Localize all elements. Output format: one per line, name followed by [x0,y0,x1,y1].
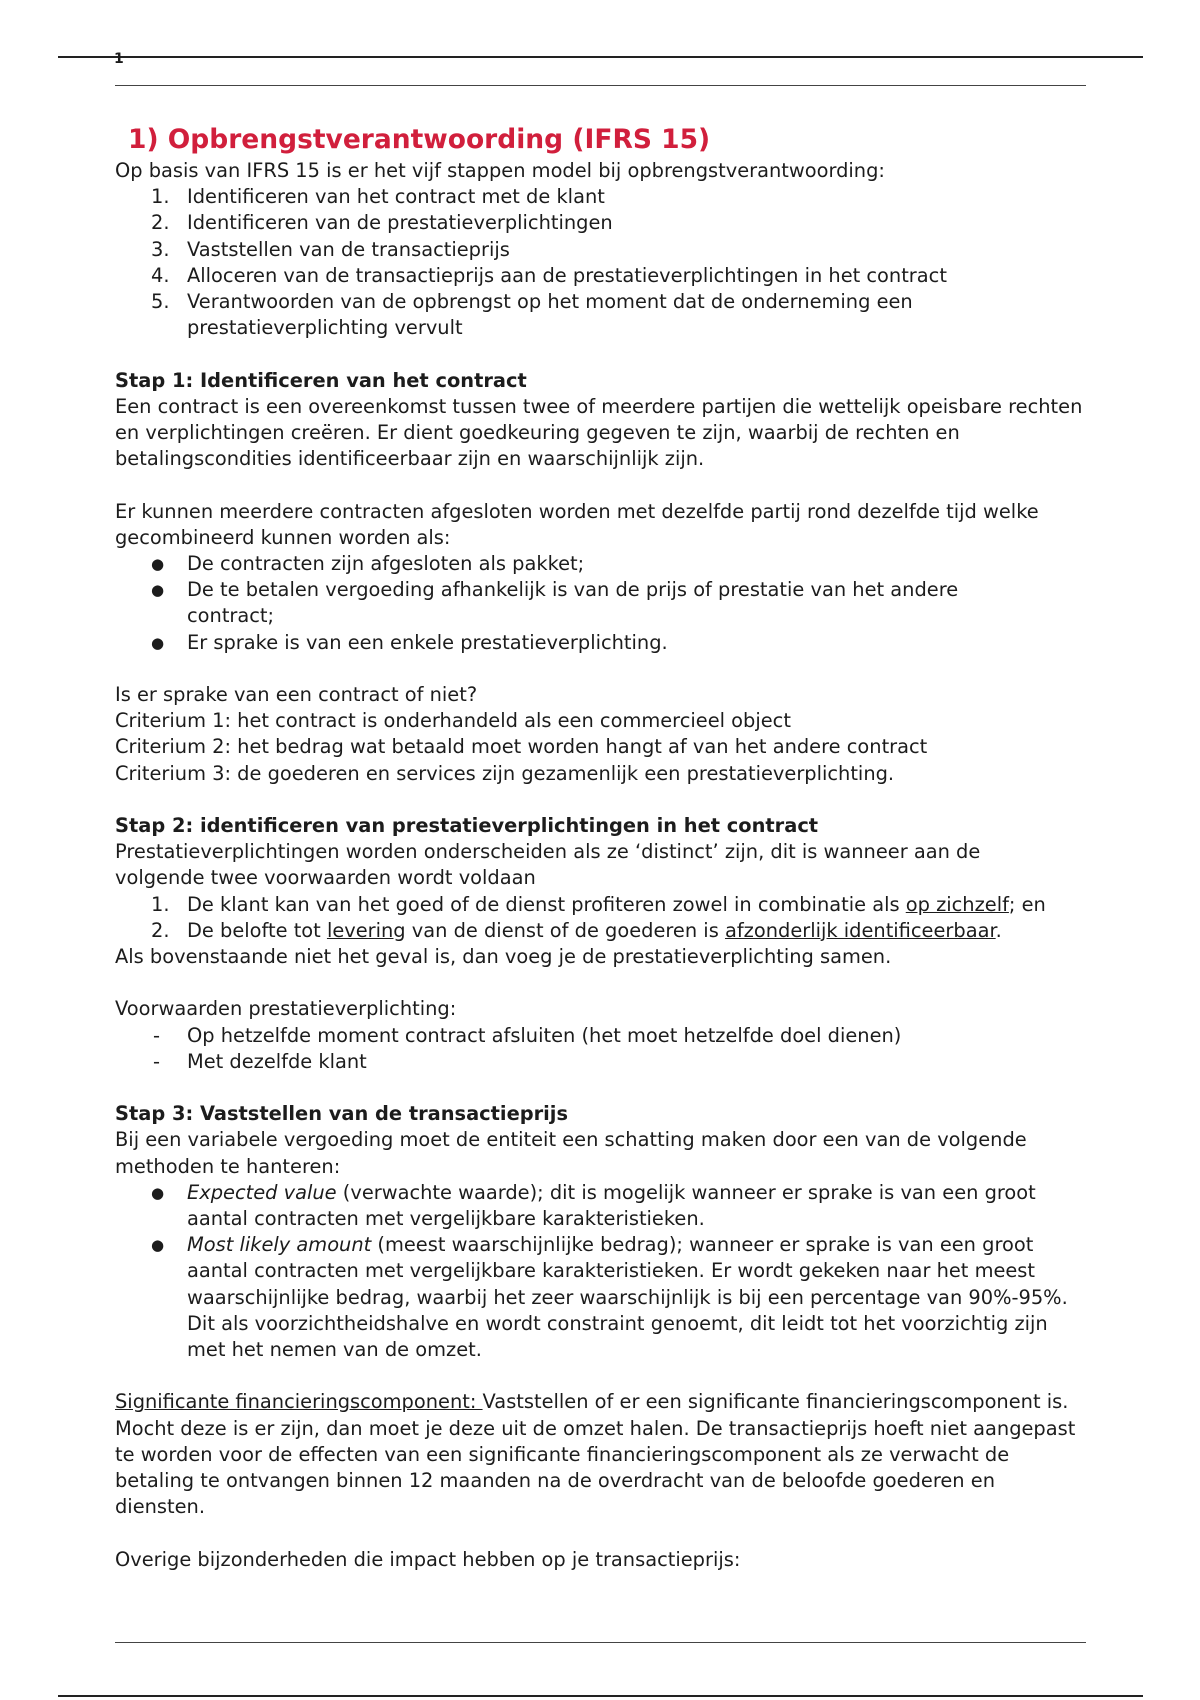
stap2-paragraph: Prestatieverplichtingen worden onderscheiden als ze ‘distinct’ zijn, dit is wanneer aan de volgende twee voorwaarden wordt voldaan [115,840,981,890]
page-number: 1 [114,51,124,67]
stap3-paragraph: Bij een variabele vergoeding moet de entiteit een schatting maken door een van de volgende methoden te hanteren: [115,1128,1027,1178]
header-rule [115,85,1086,86]
list-item: ● Er sprake is van een enkele prestatieverplichting. [151,630,668,654]
list-item: 5. Verantwoorden van de opbrengst op het moment dat de onderneming een prestatieverplichting vervult [151,290,913,340]
list-item: ● De contracten zijn afgesloten als pakket; [151,552,585,576]
distinct-conditions [115,892,1090,944]
criterium-2: Criterium 2: het bedrag wat betaald moet worden hangt af van het andere contract [115,735,928,759]
contract-bullets [115,551,1090,656]
list-item: ● Most likely amount (meest waarschijnlijke bedrag); wanneer er sprake is van een groot aantal contracten met vergelijkbare karakteristieken. Er wordt gekeken naar het meest waarschijnlijke bedrag, waarbij het zeer waarschijnlijk is bij een percentage van 90%-95%. Dit als voorzichtheidshalve en wordt constraint genoemt, dit leidt tot het voorzichtig zijn met het nemen van de omzet. [151,1233,1068,1362]
list-item: 1. De klant kan van het goed of de dienst profiteren zowel in combinatie als op zichzelf; en [151,892,1046,916]
page-bottom-border [58,1695,1143,1697]
voorwaarden-list [115,1023,1090,1075]
criterium-1: Criterium 1: het contract is onderhandeld als een commercieel object [115,709,791,733]
stap1-paragraph: Een contract is een overeenkomst tussen twee of meerdere partijen die wettelijk opeisbare rechten en verplichtingen creëren. Er dient goedkeuring gegeven te zijn, waarbij de rechten en betalingscondities identificeerbaar zijn en waarschijnlijk zijn. [115,394,1083,471]
footer-rule [115,1642,1086,1643]
stap1-paragraph-2: Er kunnen meerdere contracten afgesloten worden met dezelfde partij rond dezelfde tijd welke gecombineerd kunnen worden als: [115,499,1039,549]
list-item: 2. Identificeren van de prestatieverplichtingen [151,211,613,235]
contract-question: Is er sprake van een contract of niet? [115,683,478,707]
criterium-3: Criterium 3: de goederen en services zijn gezamenlijk een prestatieverplichting. [115,761,895,785]
section-title: 1) Opbrengstverantwoording (IFRS 15) [128,124,711,155]
voorwaarden-title: Voorwaarden prestatieverplichting: [115,997,457,1021]
stap2-after: Als bovenstaande niet het geval is, dan voeg je de prestatieverplichting samen. [115,945,892,969]
list-item: 2. De belofte tot levering van de dienst of de goederen is afzonderlijk identificeerbaar. [151,918,1002,942]
list-item: 1. Identificeren van het contract met de klant [151,185,605,209]
overige-text: Overige bijzonderheden die impact hebben op je transactieprijs: [115,1547,741,1571]
list-item: - Met dezelfde klant [153,1049,367,1073]
stap1-heading: Stap 1: Identificeren van het contract [115,368,527,392]
list-item: 4. Alloceren van de transactieprijs aan de prestatieverplichtingen in het contract [151,263,947,287]
list-item: ● Expected value (verwachte waarde); dit is mogelijk wanneer er sprake is van een groot aantal contracten met vergelijkbare karakteristieken. [151,1180,1036,1231]
stap2-heading: Stap 2: identificeren van prestatieverplichtingen in het contract [115,814,819,838]
page-top-border [58,56,1143,58]
document-body [115,124,1090,1573]
methods-list [115,1180,1090,1363]
list-item: 3. Vaststellen van de transactieprijs [151,237,510,261]
list-item: ● De te betalen vergoeding afhankelijk is van de prijs of prestatie van het andere contract; [151,578,959,628]
five-step-list [115,184,1090,341]
list-item: - Op hetzelfde moment contract afsluiten (het moet hetzelfde doel dienen) [153,1023,902,1047]
intro-text: Op basis van IFRS 15 is er het vijf stappen model bij opbrengstverantwoording: [115,159,885,182]
financing-paragraph: Significante financieringscomponent: Vaststellen of er een significante financieringscomponent is. Mocht deze is er zijn, dan moet je deze uit de omzet halen. De transactieprijs hoeft niet aangepast te worden voor de effecten van een significante financieringscomponent als ze verwacht de betaling te ontvangen binnen 12 maanden na de overdracht van de beloofde goederen en diensten. [115,1390,1076,1519]
stap3-heading: Stap 3: Vaststellen van de transactieprijs [115,1102,568,1126]
